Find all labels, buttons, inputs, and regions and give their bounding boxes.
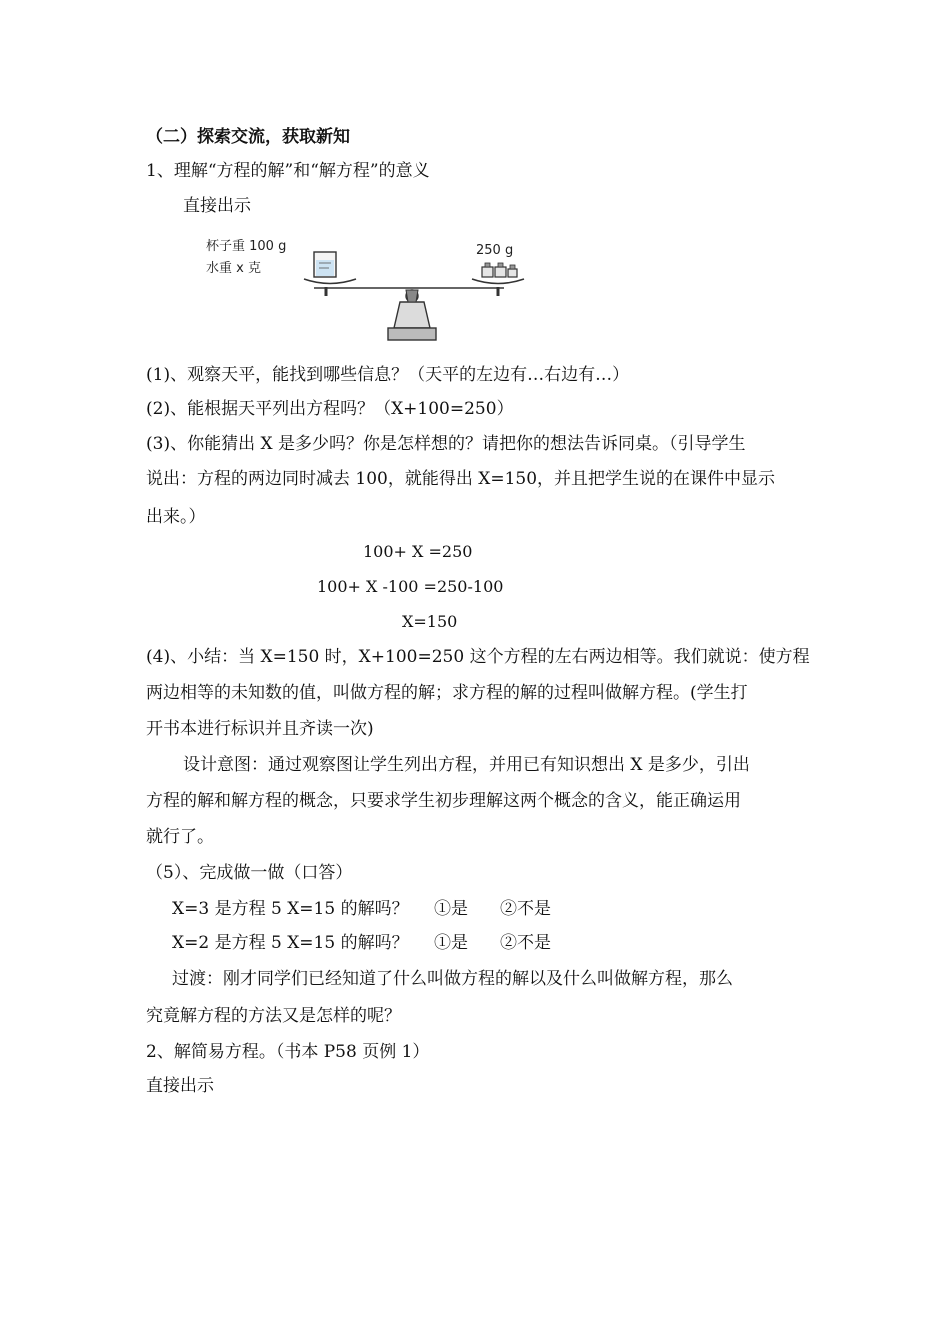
equation-line-1: 100+ X =250	[363, 542, 473, 561]
weight-label: 250 g	[476, 243, 514, 258]
question-2: (2)、能根据天平列出方程吗？（X+100=250）	[146, 399, 514, 419]
summary-line-1: (4)、小结：当 X=150 时，X+100=250 这个方程的左右两边相等。我们就说：使方程	[146, 647, 810, 667]
question-3-line-3: 出来。）	[146, 507, 206, 527]
question-3-line-2: 说出：方程的两边同时减去 100，就能得出 X=150，并且把学生说的在课件中显示	[146, 469, 776, 489]
quiz-question-1: X=3 是方程 5 X=15 的解吗？	[172, 899, 409, 919]
question-1: (1)、观察天平，能找到哪些信息？（天平的左边有…右边有…）	[146, 365, 630, 385]
transition-line-2: 究竟解方程的方法又是怎样的呢？	[146, 1006, 401, 1026]
equation-line-3: X=150	[402, 612, 458, 631]
quiz-1-option-a: ①是	[434, 899, 468, 919]
question-5: （5）、完成做一做（口答）	[146, 863, 353, 883]
item2-heading: 2、解简易方程。（书本 P58 页例 1）	[146, 1042, 430, 1062]
scale-base-icon	[388, 290, 436, 340]
item1-heading: 1、理解“方程的解”和“解方程”的意义	[146, 161, 430, 181]
direct-show-label-2: 直接出示	[146, 1076, 214, 1096]
summary-line-2: 两边相等的未知数的值，叫做方程的解；求方程的解的过程叫做解方程。(学生打	[146, 683, 748, 703]
weights-icon	[482, 263, 517, 277]
direct-show-label: 直接出示	[183, 196, 251, 216]
water-weight-label: 水重 x 克	[206, 261, 261, 276]
question-3-line-1: (3)、你能猜出 X 是多少吗？你是怎样想的？请把你的想法告诉同桌。（引导学生	[146, 434, 746, 454]
design-intent-line-1: 设计意图：通过观察图让学生列出方程，并用已有知识想出 X 是多少，引出	[183, 755, 750, 775]
water-cup-icon	[314, 252, 336, 277]
quiz-1-option-b: ②不是	[500, 899, 551, 919]
quiz-2-option-a: ①是	[434, 933, 468, 953]
quiz-question-2: X=2 是方程 5 X=15 的解吗？	[172, 933, 409, 953]
summary-line-3: 开书本进行标识并且齐读一次)	[146, 719, 374, 739]
section-title: （二）探索交流，获取新知	[146, 127, 350, 147]
balance-scale-figure	[204, 232, 534, 344]
design-intent-line-3: 就行了。	[146, 827, 214, 847]
transition-line-1: 过渡：刚才同学们已经知道了什么叫做方程的解以及什么叫做解方程，那么	[172, 969, 733, 989]
quiz-2-option-b: ②不是	[500, 933, 551, 953]
cup-weight-label: 杯子重 100 g	[206, 239, 287, 254]
equation-line-2: 100+ X -100 =250-100	[317, 577, 504, 596]
design-intent-line-2: 方程的解和解方程的概念，只要求学生初步理解这两个概念的含义，能正确运用	[146, 791, 741, 811]
